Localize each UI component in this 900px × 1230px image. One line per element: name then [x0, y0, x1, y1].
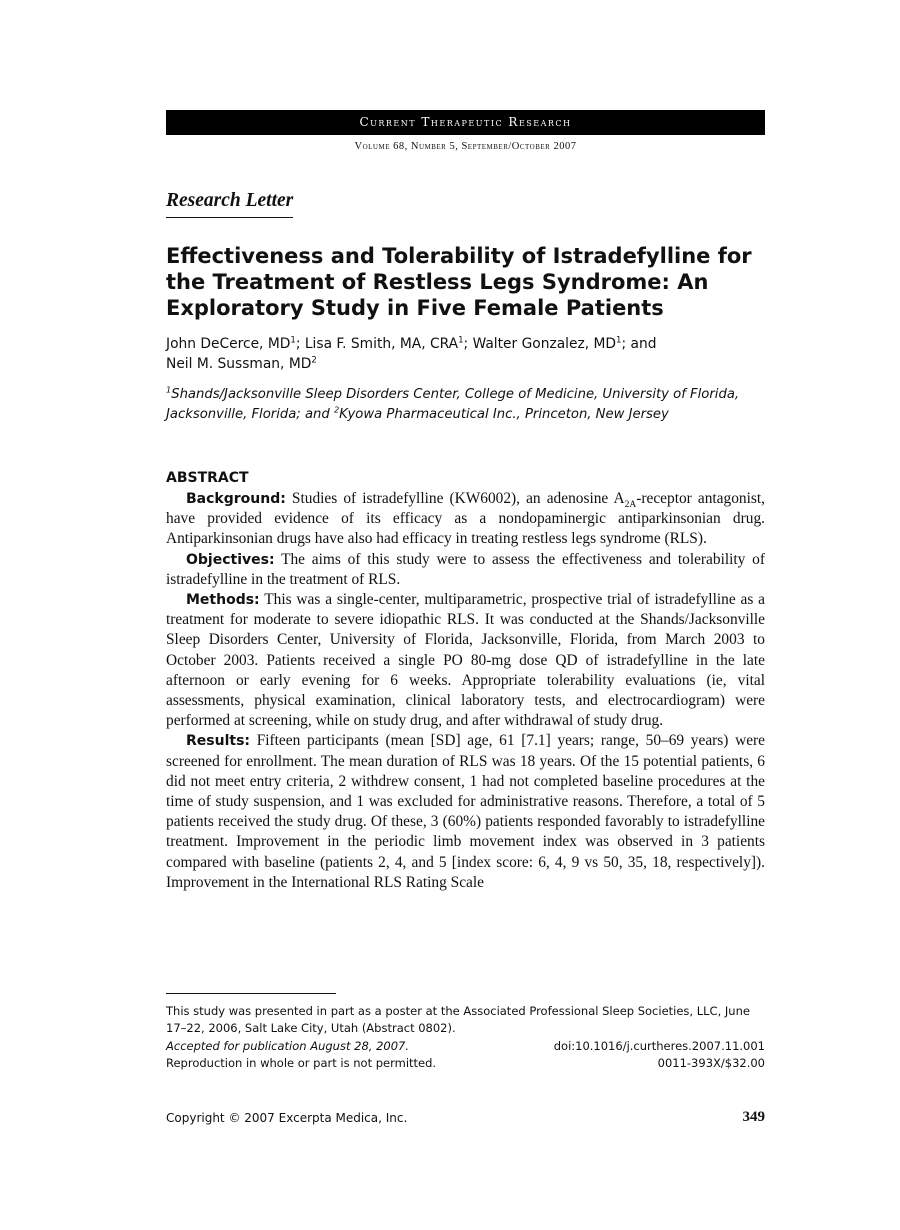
author-separator: ; and: [621, 336, 657, 352]
abstract-background: [166, 489, 765, 550]
page-number: 349: [742, 1109, 765, 1125]
reproduction-notice: Reproduction in whole or part is not permitted.: [166, 1056, 437, 1070]
affiliation-text: Shands/Jacksonville Sleep Disorders Center, College of Medicine, University of Florida, Jacksonville, Florida; and: [166, 387, 740, 422]
pubinfo-row: [166, 1038, 765, 1055]
background-label: Background:: [186, 491, 286, 507]
affiliation-mark: 2: [333, 404, 340, 415]
affiliation-mark: 1: [290, 335, 296, 346]
article-title: Effectiveness and Tolerability of Istradefylline for the Treatment of Restless Legs Syndrome: An Exploratory Study in Five Female Patients: [166, 244, 752, 320]
receptor-subscript: 2A: [624, 499, 637, 511]
abstract-methods: [166, 590, 765, 731]
results-text: Fifteen participants (mean [SD] age, 61 [7.1] years; range, 50–69 years) were screened for enrollment. The mean duration of RLS was 18 years. Of the 15 potential patients, 6 did not meet entry criteria, 2 withdrew consent, 1 had not completed baseline procedures at the time of study suspension, and 1 was excluded for administrative reasons. Therefore, a total of 5 patients received the study drug. Of these, 3 (60%) patients responded favorably to istradefylline treatment. Improvement in the periodic limb movement index was observed in 3 patients compared with baseline (patients 2, 4, and 5 [index score: 6, 4, 9 vs 50, 35, 18, respectively]). Improvement in the International RLS Rating Scale: [166, 732, 765, 891]
publication-info: [166, 1038, 765, 1072]
footnote-divider: [166, 993, 336, 994]
journal-banner: Current Therapeutic Research: [166, 110, 765, 135]
methods-label: Methods:: [186, 592, 260, 609]
abstract-body: [166, 489, 765, 893]
abstract-results: [166, 731, 765, 893]
author: Lisa F. Smith, MA, CRA: [304, 336, 459, 352]
issn-price: 0011-393X/$32.00: [657, 1056, 765, 1070]
presentation-footnote: This study was presented in part as a poster at the Associated Professional Sleep Societies, LLC, June 17–22, 2006, Salt Lake City, Utah (Abstract 0802).: [166, 1004, 750, 1035]
affiliations: [166, 385, 766, 425]
author: John DeCerce, MD: [166, 336, 291, 352]
doi: doi:10.1016/j.curtheres.2007.11.001: [553, 1039, 765, 1053]
objectives-text: The aims of this study were to assess the effectiveness and tolerability of istradefylline in the treatment of RLS.: [166, 550, 765, 588]
pubinfo-row: [166, 1055, 765, 1072]
affiliation-text: Kyowa Pharmaceutical Inc., Princeton, New Jersey: [339, 407, 669, 422]
affiliation-mark: 1: [458, 335, 464, 346]
background-text-cont: -receptor antagonist, have provided evidence of its efficacy as a nondopaminergic antiparkinsonian drug. Antiparkinsonian drugs have also had efficacy in treating restless legs syndrome (RLS).: [166, 490, 765, 548]
issue-line: Volume 68, Number 5, September/October 2007: [354, 141, 577, 152]
copyright: Copyright © 2007 Excerpta Medica, Inc.: [166, 1111, 408, 1125]
abstract-heading: ABSTRACT: [166, 470, 249, 486]
author: Walter Gonzalez, MD: [472, 336, 617, 352]
affiliation-mark: 1: [616, 335, 622, 346]
affiliation-mark: 2: [311, 355, 317, 366]
section-label: Research Letter: [166, 190, 293, 218]
results-label: Results:: [186, 733, 250, 750]
objectives-label: Objectives:: [186, 551, 275, 568]
background-text: Studies of istradefylline (KW6002), an adenosine A: [285, 490, 625, 507]
affiliation-mark: 1: [166, 384, 172, 395]
accepted-date: Accepted for publication August 28, 2007.: [166, 1039, 409, 1053]
author-separator: ;: [295, 336, 305, 352]
author: Neil M. Sussman, MD: [166, 356, 312, 372]
author-list: [166, 334, 766, 374]
abstract-objectives: [166, 550, 765, 590]
methods-text: This was a single-center, multiparametric, prospective trial of istradefylline as a treatment for moderate to severe idiopathic RLS. It was conducted at the Shands/Jacksonville Sleep Disorders Center, University of Florida, Jacksonville, Florida, from March 2003 to October 2003. Patients received a single PO 80-mg dose QD of istradefylline in the late afternoon or early evening for 6 weeks. Appropriate tolerability evaluations (ie, vital assessments, physical examination, clinical laboratory tests, and electrocardiogram) were performed at screening, while on study drug, and after withdrawal of study drug.: [166, 591, 765, 730]
author-separator: ;: [463, 336, 473, 352]
